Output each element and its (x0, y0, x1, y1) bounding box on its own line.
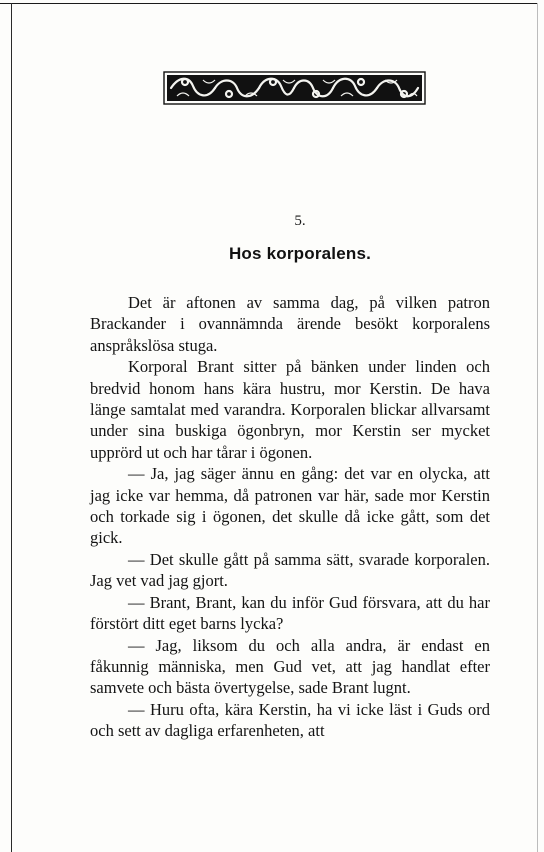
paragraph: Korporal Brant sitter på bänken under linden och bredvid honom hans kära hustru, mor Kerstin. De hava länge samtalat med varandra. Korporalen blickar allvarsamt under sina buskiga ögonbryn, mor Kerstin ser mycket upprörd ut och har tårar i ögonen. (90, 357, 490, 462)
page-right-border (537, 3, 538, 852)
page-top-border (0, 3, 538, 4)
paragraph: Det är aftonen av samma dag, på vilken patron Brackander i ovannämnda ärende besökt korporalens anspråkslösa stuga. (90, 293, 490, 355)
paragraph: — Det skulle gått på samma sätt, svarade korporalen. Jag vet vad jag gjort. (90, 549, 490, 591)
paragraph: — Jag, liksom du och alla andra, är endast en fåkunnig människa, men Gud vet, att jag handlat efter samvete och bästa övertygelse, sade Brant lugnt. (90, 635, 490, 698)
page-left-border (11, 3, 12, 852)
paragraph: — Ja, jag säger ännu en gång: det var en olycka, att jag icke var hemma, då patronen var här, sade mor Kerstin och torkade sig i ögonen, det skulle då icke gått, som det gick. (90, 464, 490, 548)
paragraph: — Brant, Brant, kan du inför Gud försvara, att du har förstört ditt eget barns lycka? (90, 592, 490, 634)
chapter-body-text (90, 292, 490, 742)
paragraph: — Huru ofta, kära Kerstin, ha vi icke läst i Guds ord och sett av dagliga erfarenheten, att (90, 699, 490, 741)
chapter-title: Hos korporalens. (228, 244, 372, 263)
decorative-headpiece-ornament (163, 70, 426, 106)
chapter-number: 5. (294, 213, 306, 229)
